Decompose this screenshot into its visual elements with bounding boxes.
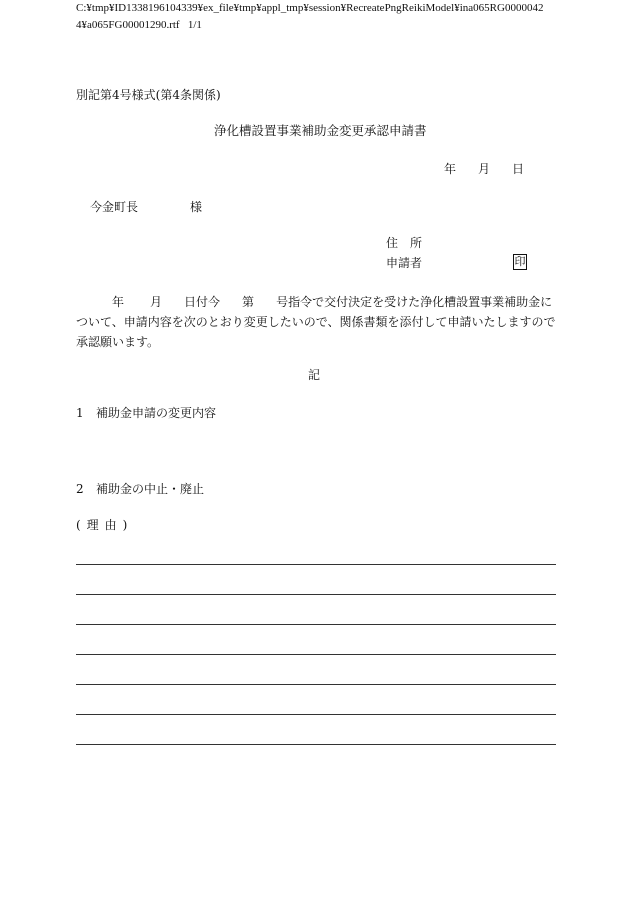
reason-line-5 [76, 684, 556, 685]
body-day-kon: 日付今 [184, 295, 221, 309]
reason-line-6 [76, 714, 556, 715]
body-month: 月 [150, 295, 163, 309]
reason-line-2 [76, 594, 556, 595]
item-2 [76, 482, 204, 496]
reason-line-3 [76, 624, 556, 625]
reason-line-7 [76, 744, 556, 745]
item-1-number: 1 [76, 406, 84, 420]
seal-mark: 印 [514, 255, 526, 268]
item-2-number: 2 [76, 482, 84, 496]
reason-label: (理由) [76, 518, 134, 532]
date-month: 月 [478, 162, 491, 176]
addressee-honorific: 様 [190, 200, 203, 214]
reason-line-1 [76, 564, 556, 565]
date-day: 日 [512, 162, 525, 176]
page-number: 1/1 [187, 19, 202, 31]
addressee [90, 200, 202, 214]
item-1 [76, 406, 216, 420]
file-path-line-2 [76, 17, 543, 34]
item-1-label: 補助金申請の変更内容 [96, 406, 217, 420]
reason-line-4 [76, 654, 556, 655]
applicant-label: 申請者 [386, 256, 423, 270]
body-dai: 第 [242, 295, 255, 309]
item-2-label: 補助金の中止・廃止 [96, 482, 205, 496]
form-number-label: 別記第4号様式(第4条関係) [76, 88, 221, 102]
date-line [444, 162, 524, 176]
body-paragraph [76, 292, 556, 352]
file-path-header [76, 0, 543, 34]
document-title: 浄化槽設置事業補助金変更承認申請書 [214, 123, 427, 138]
body-year: 年 [112, 295, 125, 309]
body-line-1 [76, 292, 556, 312]
body-rest: ついて、申請内容を次のとおり変更したいので、関係書類を添付して申請いたしますので承認願います。 [76, 315, 556, 349]
body-line1-rest: 号指令で交付決定を受けた浄化槽設置事業補助金に [276, 295, 553, 309]
date-year: 年 [444, 162, 457, 176]
addressee-name: 今金町長 [90, 200, 139, 214]
file-path-line-1: C:¥tmp¥ID1338196104339¥ex_file¥tmp¥appl_tmp¥session¥RecreatePngReikiModel¥ina065RG0000042 [76, 2, 544, 14]
ki-heading: 記 [308, 368, 321, 382]
file-path-name: 4¥a065FG00001290.rtf [76, 19, 180, 31]
address-label: 住 所 [386, 236, 423, 250]
